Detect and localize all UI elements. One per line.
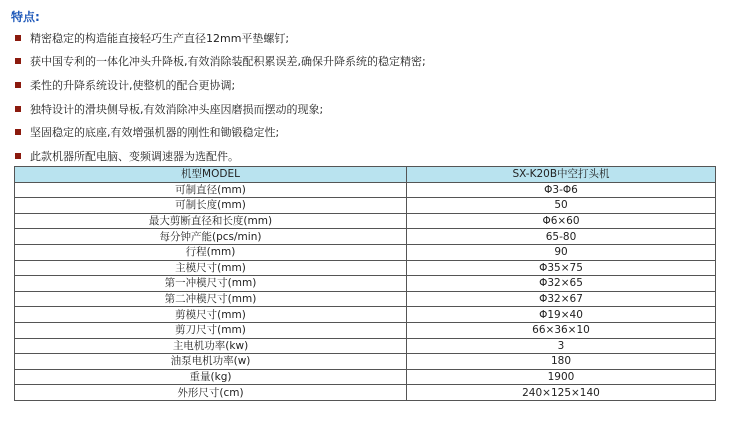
spec-label-cell: 第二冲模尺寸(mm) [15,291,407,307]
table-row [15,229,716,245]
spec-label-cell: 第一冲模尺寸(mm) [15,276,407,292]
feature-text: 柔性的升降系统设计,使整机的配合更协调; [30,78,236,92]
table-row [15,213,716,229]
spec-table-body [15,167,716,401]
spec-value-cell: 50 [407,198,716,214]
table-row [15,307,716,323]
spec-label-cell: 主模尺寸(mm) [15,260,407,276]
spec-label-cell: 剪刀尺寸(mm) [15,322,407,338]
feature-text: 精密稳定的构造能直接轻巧生产直径12mm平垫螺钉; [30,31,290,45]
spec-value-cell: Φ3-Φ6 [407,182,716,198]
spec-table [14,166,716,401]
spec-value-cell: 3 [407,338,716,354]
feature-item [15,97,426,121]
table-row [15,198,716,214]
spec-value-cell: Φ19×40 [407,307,716,323]
spec-value-cell: Φ6×60 [407,213,716,229]
spec-value-cell: Φ32×67 [407,291,716,307]
spec-value-cell: Φ35×75 [407,260,716,276]
table-row [15,322,716,338]
spec-value-cell: 180 [407,354,716,370]
feature-text: 此款机器所配电脑、变频调速器为选配件。 [30,149,239,163]
spec-label-cell: 重量(kg) [15,369,407,385]
square-bullet-icon [15,58,21,64]
spec-label-cell: 可制直径(mm) [15,182,407,198]
section-title: 特点: [11,10,40,24]
table-row [15,182,716,198]
feature-text: 坚固稳定的底座,有效增强机器的刚性和锄锻稳定性; [30,126,280,140]
spec-label-cell: 油泵电机功率(w) [15,354,407,370]
spec-value-cell: 1900 [407,369,716,385]
table-row [15,291,716,307]
table-row [15,354,716,370]
table-row [15,244,716,260]
feature-item [15,26,426,50]
feature-item [15,73,426,97]
square-bullet-icon [15,35,21,41]
spec-label-cell: 剪模尺寸(mm) [15,307,407,323]
table-row [15,276,716,292]
spec-value-cell: 90 [407,244,716,260]
square-bullet-icon [15,153,21,159]
header-cell-model-value: SX-K20B中空打头机 [407,167,716,183]
spec-value-cell: 66×36×10 [407,322,716,338]
spec-label-cell: 可制长度(mm) [15,198,407,214]
spec-value-cell: Φ32×65 [407,276,716,292]
table-row [15,369,716,385]
spec-label-cell: 外形尺寸(cm) [15,385,407,401]
table-row [15,385,716,401]
spec-value-cell: 240×125×140 [407,385,716,401]
feature-text: 获中国专利的一体化冲头升降板,有效消除装配积累误差,确保升降系统的稳定精密; [30,55,426,69]
square-bullet-icon [15,82,21,88]
feature-item [15,120,426,144]
square-bullet-icon [15,106,21,112]
feature-list [15,26,426,168]
square-bullet-icon [15,129,21,135]
feature-item [15,144,426,168]
spec-label-cell: 行程(mm) [15,244,407,260]
table-row [15,260,716,276]
spec-value-cell: 65-80 [407,229,716,245]
spec-label-cell: 最大剪断直径和长度(mm) [15,213,407,229]
feature-item [15,50,426,74]
spec-table-header-row [15,167,716,183]
spec-label-cell: 主电机功率(kw) [15,338,407,354]
table-row [15,338,716,354]
header-cell-model-label: 机型MODEL [15,167,407,183]
spec-label-cell: 每分钟产能(pcs/min) [15,229,407,245]
feature-text: 独特设计的滑块侧导板,有效消除冲头座因磨损而摆动的现象; [30,102,324,116]
